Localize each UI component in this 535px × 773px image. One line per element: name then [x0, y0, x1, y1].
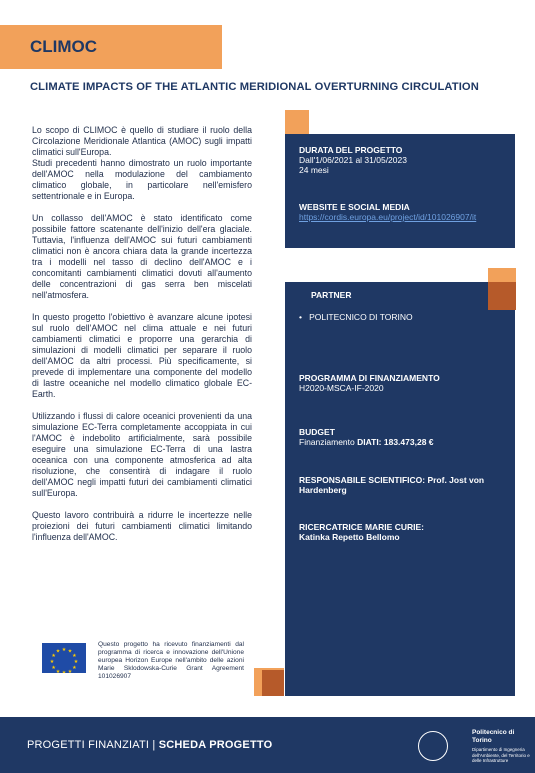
svg-text:★: ★ — [61, 647, 67, 653]
website-link[interactable]: https://cordis.europa.eu/project/id/101026907/it — [299, 212, 477, 222]
paragraph-2: Un collasso dell'AMOC è stato identificato come possibile fattore scatenante dell'inizio dell'era glaciale. Tuttavia, l'influenza dell'AMOC sui futuri cambiamenti climatici non è ancora chiara data la grande incertezza tra i modelli nel tasso di declino dell'AMOC e i concomitanti cambiamenti climatici dovuti all'aumento delle concentrazioni di gas serra ben miscelati nell'atmosfera. — [32, 213, 252, 300]
duration-months: 24 mesi — [299, 165, 329, 175]
page-title: CLIMOC — [30, 37, 98, 56]
partner-label: PARTNER — [311, 290, 352, 300]
paragraph-1: Lo scopo di CLIMOC è quello di studiare il ruolo della Circolazione Meridionale Atlantica (AMOC) sugli impatti climatici sull'Europa. — [32, 125, 252, 157]
svg-text:★: ★ — [49, 659, 55, 665]
partner-item: POLITECNICO DI TORINO — [309, 312, 413, 322]
body-text — [32, 125, 252, 554]
scientific-lead-value: Prof. Jost von Hardenberg — [299, 475, 485, 495]
bullet: • — [299, 312, 310, 322]
website-label: WEBSITE E SOCIAL MEDIA — [299, 202, 410, 212]
budget-prefix: Finanziamento — [299, 437, 358, 447]
scientific-lead-label: RESPONSABILE SCIENTIFICO: — [299, 475, 426, 485]
polito-seal-icon — [418, 731, 448, 761]
svg-text:★: ★ — [72, 665, 77, 671]
logo-name: Politecnico di Torino — [472, 729, 515, 744]
title-bar — [0, 25, 222, 69]
researcher-label: RICERCATRICE MARIE CURIE: — [299, 522, 424, 532]
svg-text:★: ★ — [67, 648, 73, 655]
svg-text:★: ★ — [51, 653, 56, 659]
svg-text:★: ★ — [67, 669, 73, 673]
paragraph-5: Questo lavoro contribuirà a ridurre le incertezze nelle proiezioni dei futuri cambiamenti climatici limitando l'influenza dell'AMOC. — [32, 510, 252, 542]
footer-label-bold: SCHEDA PROGETTO — [158, 739, 273, 751]
programme-label: PROGRAMMA DI FINANZIAMENTO — [299, 373, 440, 383]
duration-dates: Dall'1/06/2021 al 31/05/2023 — [299, 155, 407, 165]
decor-dark-square — [488, 282, 516, 310]
page-subtitle: CLIMATE IMPACTS OF THE ATLANTIC MERIDIONAL OVERTURNING CIRCULATION — [30, 81, 479, 93]
duration-label: DURATA DEL PROGETTO — [299, 145, 403, 155]
paragraph-3: In questo progetto l'obiettivo è avanzare alcune ipotesi sul ruolo dell'AMOC nel clima attuale e nei futuri cambiamenti climatici e proporre una gerarchia di simulazioni di modelli climatici per separare il ruolo dell'AMOC da altri processi. Più specificamente, si prevede di implementare una componente del modello di lastre oceaniche nel modello climatico globale EC-Earth. — [32, 312, 252, 399]
footer-label: PROGETTI FINANZIATI | — [27, 739, 159, 751]
footer — [0, 717, 535, 773]
budget-label: BUDGET — [299, 427, 335, 437]
budget-value: DIATI: 183.473,28 € — [357, 437, 434, 447]
project-duration-box — [285, 134, 515, 248]
svg-text:★: ★ — [55, 669, 61, 673]
programme-value: H2020-MSCA-IF-2020 — [299, 383, 384, 393]
decor-dark-square — [262, 670, 284, 696]
paragraph-1b: Studi precedenti hanno dimostrato un ruolo importante dell'AMOC nella modulazione del cambiamento climatico globale, in particolare nell'emisfero settentrionale e in Europa. — [32, 158, 252, 201]
svg-text:★: ★ — [55, 648, 61, 655]
svg-text:★: ★ — [72, 653, 77, 659]
eu-flag-icon — [42, 643, 86, 673]
svg-text:★: ★ — [51, 665, 56, 671]
svg-text:★: ★ — [73, 659, 79, 665]
decor-orange-square — [285, 110, 309, 134]
project-details-box — [285, 282, 515, 696]
eu-funding-note: Questo progetto ha ricevuto finanziamenti dal programma di ricerca e innovazione dell'Unione europea Horizon Europe nell'ambito delle azioni Marie Sklodowska-Curie Grant Agreement 101026907 — [98, 641, 244, 680]
svg-text:★: ★ — [61, 670, 67, 673]
paragraph-4: Utilizzando i flussi di calore oceanici provenienti da una simulazione EC-Terra completamente accoppiata in cui l'AMOC è indebolito artificialmente, sarà possibile eseguire una simulazione EC-Terra di una lastra oceanica con una componente atmosferica ad alta risoluzione, che consentirà di indagare il ruolo dell'AMOC negli impatti futuri dei cambiamenti climatici sull'Europa. — [32, 411, 252, 498]
logo-subtitle: Dipartimento di Ingegneria dell'Ambiente, del Territorio e delle Infrastrutture — [472, 747, 530, 763]
researcher-value: Katinka Repetto Bellomo — [299, 532, 400, 542]
